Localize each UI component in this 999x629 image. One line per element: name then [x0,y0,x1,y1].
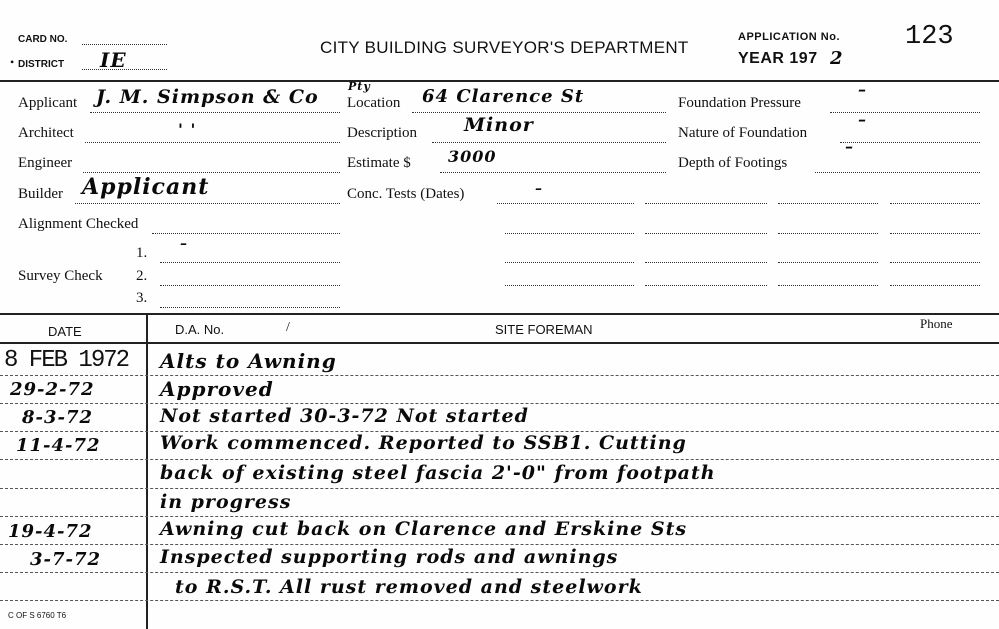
year-digit: 2 [830,48,844,69]
year-label: YEAR 197 [738,50,818,67]
card-no-line [82,44,167,45]
depth-footings-value: – [845,137,854,156]
survey-grid-1a [505,262,634,263]
engineer-label: Engineer [18,155,73,171]
description-value: Minor [464,114,534,136]
survey-grid-2a [505,285,634,286]
foundation-pressure-label: Foundation Pressure [678,95,801,111]
conc-tests-value: – [535,181,543,197]
conc-tests-line [497,203,634,204]
depth-footings-line [815,172,980,173]
table-top-rule [0,313,999,315]
site-foreman-header: SITE FOREMAN [495,322,593,337]
conc-tests-label: Conc. Tests (Dates) [347,186,465,202]
log-row-3-text: Not started 30-3-72 Not started [160,405,529,427]
table-header-rule [0,342,999,344]
survey-3-label: 3. [136,290,148,306]
row-separator [0,600,999,601]
survey-label: Survey Check [18,268,103,284]
application-number: 123 [905,22,954,52]
log-row-7-text: Awning cut back on Clarence and Erskine Sts [160,518,688,540]
row-separator [0,516,999,517]
architect-value: ' ' [178,120,197,139]
form-code: C OF S 6760 T6 [8,611,67,620]
log-row-2-text: Approved [160,377,274,401]
log-row-4-date: 11-4-72 [16,435,101,456]
survey-1-label: 1. [136,245,148,261]
location-line [412,112,666,113]
log-row-6-text: in progress [160,491,292,513]
row-separator [0,375,999,376]
align-line-5 [890,233,980,234]
applicant-label: Applicant [18,95,78,111]
application-label: APPLICATION No. [738,31,841,43]
estimate-value: 3000 [448,147,497,166]
da-slash: / [286,320,290,335]
phone-header: Phone [920,316,953,331]
log-row-8-date: 3-7-72 [30,549,102,570]
row-separator [0,459,999,460]
builder-value: Applicant [82,174,210,200]
survey-grid-2b [645,285,767,286]
da-header: D.A. No. [175,322,225,337]
header-rule [0,80,999,82]
district-label: DISTRICT [18,59,65,70]
applicant-suffix: Pty [348,80,371,93]
conc-tests-line-4 [890,203,980,204]
foundation-pressure-line [830,112,980,113]
survey-1-line [160,262,340,263]
survey-grid-2d [890,285,980,286]
survey-2-line [160,285,340,286]
nature-foundation-value: – [858,110,867,129]
log-row-3-date: 8-3-72 [22,407,94,428]
align-line-3 [645,233,767,234]
architect-line [85,142,340,143]
log-row-1-text: Alts to Awning [160,349,337,373]
survey-grid-1c [778,262,878,263]
row-separator [0,544,999,545]
log-row-8-text: Inspected supporting rods and awnings [160,546,619,568]
card-no-label: CARD NO. [18,34,68,45]
builder-label: Builder [18,186,63,202]
row-separator [0,403,999,404]
conc-tests-line-2 [645,203,767,204]
architect-label: Architect [18,125,74,141]
builder-line [75,203,340,204]
alignment-line [152,233,340,234]
log-row-1-date: 8 FEB 1972 [4,347,129,374]
estimate-label: Estimate $ [347,155,411,171]
survey-3-line [160,307,340,308]
survey-1-value: – [180,236,188,252]
foundation-pressure-value: – [858,80,867,99]
estimate-line [440,172,666,173]
survey-grid-1b [645,262,767,263]
description-label: Description [347,125,417,141]
engineer-line [83,172,340,173]
date-header: DATE [48,324,82,339]
survey-grid-2c [778,285,878,286]
applicant-line [90,112,340,113]
log-row-5-text: back of existing steel fascia 2'-0" from footpath [160,462,716,484]
log-row-2-date: 29-2-72 [10,379,95,400]
date-column-divider [146,313,148,629]
align-line-4 [778,233,878,234]
district-value: IE [100,48,127,72]
row-separator [0,572,999,573]
department-title: CITY BUILDING SURVEYOR'S DEPARTMENT [320,38,689,57]
applicant-value: J. M. Simpson & Co [96,86,319,108]
survey-2-label: 2. [136,268,148,284]
location-label: Location [347,95,401,111]
nature-foundation-label: Nature of Foundation [678,125,808,141]
description-line [432,142,666,143]
row-separator [0,488,999,489]
align-line-2 [505,233,634,234]
conc-tests-line-3 [778,203,878,204]
bullet-mark: • [10,55,15,69]
log-row-4-text: Work commenced. Reported to SSB1. Cutting [160,432,687,454]
survey-grid-1d [890,262,980,263]
depth-footings-label: Depth of Footings [678,155,788,171]
location-value: 64 Clarence St [422,86,585,107]
alignment-label: Alignment Checked [18,216,139,232]
log-row-9-text: to R.S.T. All rust removed and steelwork [175,576,643,598]
nature-foundation-line [840,142,980,143]
log-row-7-date: 19-4-72 [8,521,93,542]
